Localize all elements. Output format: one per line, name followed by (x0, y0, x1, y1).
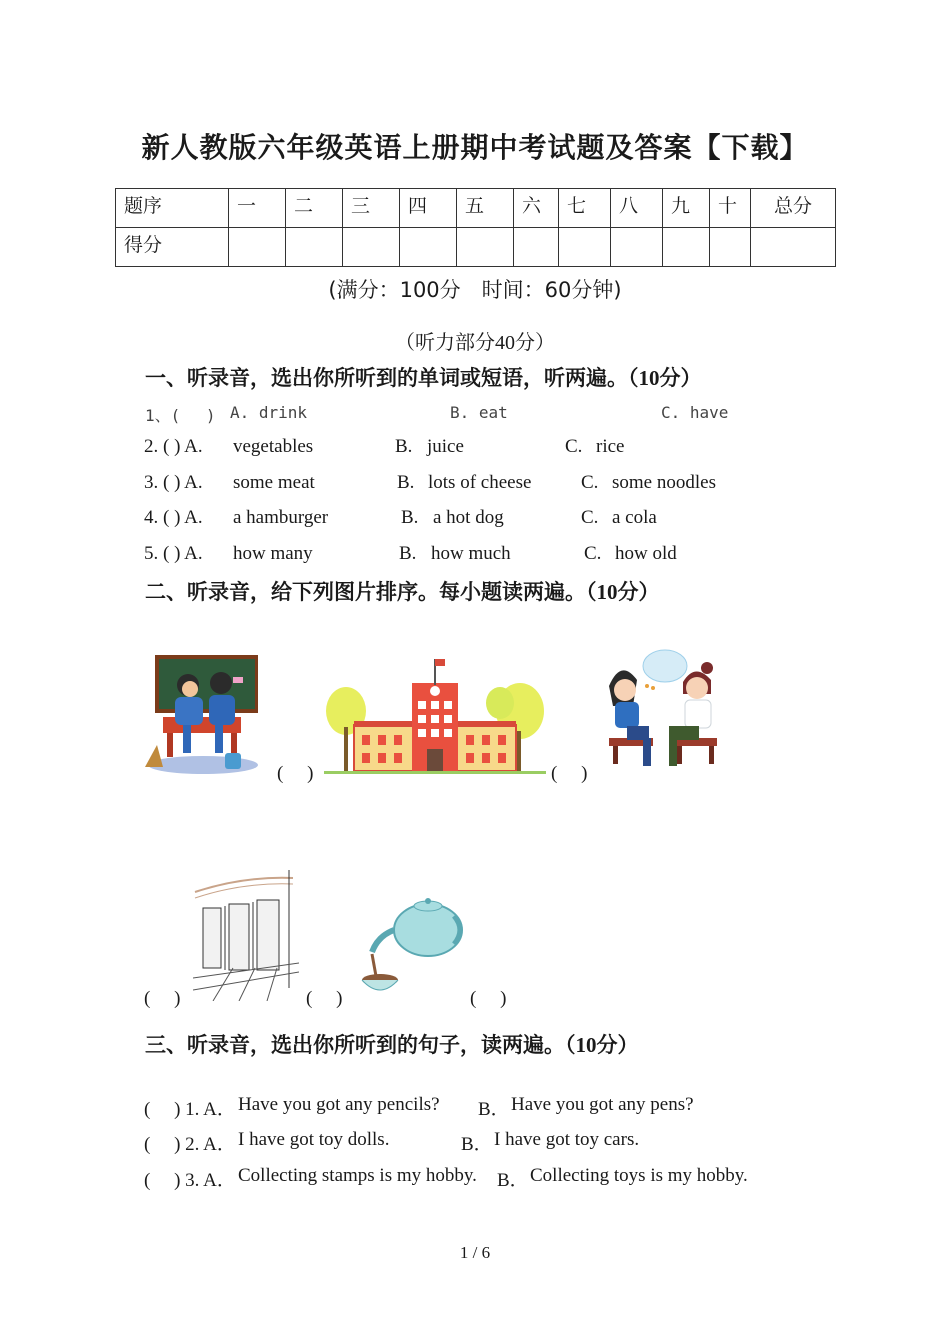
score-input-cell[interactable] (286, 228, 343, 267)
option-b: juice (427, 436, 464, 457)
score-table-score-row (116, 228, 836, 267)
students-cleaning-blackboard-picture (143, 655, 258, 775)
score-header-cell: 四 (400, 189, 457, 228)
score-table (115, 188, 836, 267)
toilet-stalls-picture (193, 868, 299, 1001)
score-header-cell: 十 (710, 189, 751, 228)
option-b: Have you got any pens? (511, 1094, 694, 1115)
score-input-cell[interactable] (400, 228, 457, 267)
option-b: a hot dog (433, 507, 504, 528)
option-a: A. drink (230, 403, 308, 422)
option-b-prefix: B. (395, 436, 413, 457)
option-a: a hamburger (233, 507, 329, 528)
score-input-cell[interactable] (514, 228, 559, 267)
score-header-cell: 九 (663, 189, 710, 228)
option-c: how old (615, 543, 677, 564)
option-c-prefix: C. (584, 543, 602, 564)
option-b-prefix: B. (401, 507, 419, 528)
option-b: I have got toy cars. (494, 1129, 640, 1150)
score-header-cell: 二 (286, 189, 343, 228)
option-b-prefix: B． (461, 1134, 493, 1155)
option-b: lots of cheese (428, 472, 532, 493)
score-header-cell: 八 (611, 189, 663, 228)
option-b-prefix: B． (478, 1099, 510, 1120)
score-row-label: 得分 (116, 228, 229, 267)
answer-blank[interactable]: ( ) (144, 988, 181, 1009)
score-header-cell: 三 (343, 189, 400, 228)
score-input-cell[interactable] (663, 228, 710, 267)
score-input-cell[interactable] (457, 228, 514, 267)
school-building-picture (324, 657, 546, 775)
option-b-prefix: B. (397, 472, 415, 493)
option-a: some meat (233, 472, 315, 493)
score-input-cell[interactable] (559, 228, 611, 267)
option-b: B. eat (450, 403, 508, 422)
exam-info: (满分：100分 时间：60分钟) (328, 278, 622, 302)
score-header-cell: 一 (229, 189, 286, 228)
two-girls-talking-picture (603, 646, 723, 772)
answer-blank[interactable]: ( ) (277, 763, 314, 784)
score-header-cell: 题序 (116, 189, 229, 228)
question-prefix: ( ) 1. A． (144, 1099, 236, 1120)
score-input-cell[interactable] (611, 228, 663, 267)
question-prefix: ( ) 3. A． (144, 1170, 236, 1191)
score-table-header-row (116, 189, 836, 228)
question-prefix: 4. ( ) A. (144, 507, 203, 528)
score-input-cell[interactable] (229, 228, 286, 267)
score-header-cell: 总分 (751, 189, 836, 228)
answer-blank[interactable]: ( ) (551, 763, 588, 784)
option-a: how many (233, 543, 313, 564)
page-number: 1 / 6 (459, 1243, 491, 1262)
score-header-cell: 七 (559, 189, 611, 228)
option-b-prefix: B． (497, 1170, 529, 1191)
question-prefix: 5. ( ) A. (144, 543, 203, 564)
listening-header: （听力部分40分） (395, 332, 555, 354)
answer-blank[interactable]: ( ) (306, 988, 343, 1009)
option-c-prefix: C. (581, 507, 599, 528)
option-c: C. have (661, 403, 729, 422)
question-prefix: 1、( ) (145, 406, 216, 425)
answer-blank[interactable]: ( ) (470, 988, 507, 1009)
option-b: how much (431, 543, 511, 564)
option-c: rice (596, 436, 625, 457)
option-a: I have got toy dolls. (238, 1129, 390, 1150)
option-b: Collecting toys is my hobby. (530, 1165, 748, 1186)
question-prefix: 3. ( ) A. (144, 472, 203, 493)
score-input-cell[interactable] (343, 228, 400, 267)
section3-title: 三、听录音，选出你所听到的句子，读两遍。（10分） (145, 1033, 639, 1057)
teapot-pouring-tea-picture (358, 896, 466, 1000)
question-prefix: ( ) 2. A． (144, 1134, 236, 1155)
option-a: Collecting stamps is my hobby. (238, 1165, 477, 1186)
score-header-cell: 五 (457, 189, 514, 228)
option-c-prefix: C. (565, 436, 583, 457)
option-a: Have you got any pencils? (238, 1094, 440, 1115)
option-c: a cola (612, 507, 657, 528)
score-input-cell[interactable] (751, 228, 836, 267)
score-header-cell: 六 (514, 189, 559, 228)
section1-title: 一、听录音，选出你所听到的单词或短语，听两遍。（10分） (145, 366, 702, 390)
option-a: vegetables (233, 436, 314, 457)
option-c-prefix: C. (581, 472, 599, 493)
page-title: 新人教版六年级英语上册期中考试题及答案【下载】 (141, 133, 809, 164)
option-b-prefix: B. (399, 543, 417, 564)
option-c: some noodles (612, 472, 716, 493)
section2-title: 二、听录音，给下列图片排序。每小题读两遍。（10分） (145, 580, 660, 604)
question-prefix: 2. ( ) A. (144, 436, 203, 457)
score-input-cell[interactable] (710, 228, 751, 267)
